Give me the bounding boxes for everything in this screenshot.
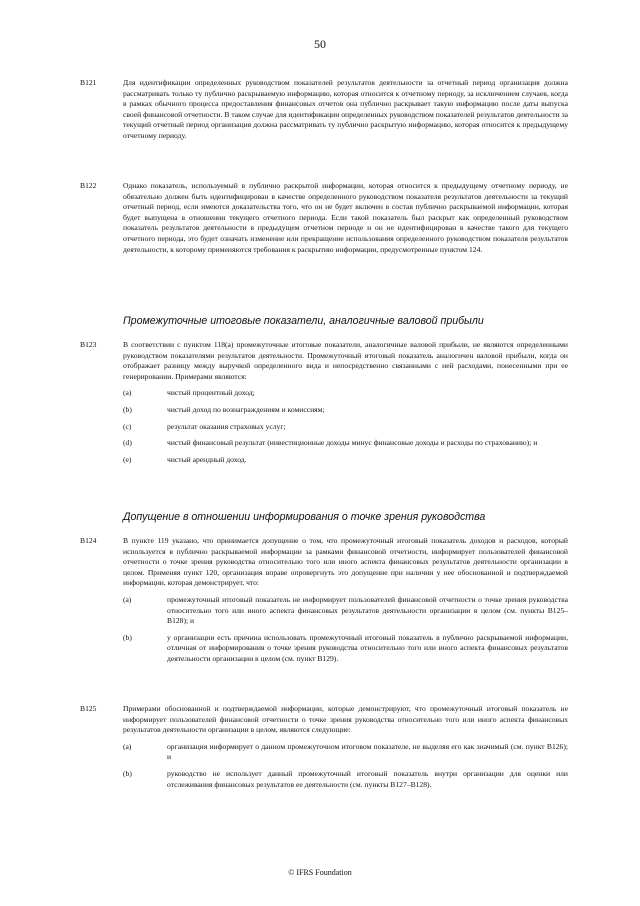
paragraph-id: B124: [80, 536, 97, 545]
list-item: [123, 742, 568, 763]
list-item: [123, 633, 568, 665]
item-label: (b): [123, 404, 132, 414]
list-item: [123, 405, 568, 416]
paragraph-id: B122: [80, 181, 97, 190]
paragraph-text: В соответствии с пунктом 118(а) промежуточные итоговые показатели, аналогичные валовой прибыли, не являются определенными руководством показателями результатов деятельности. Промежуточный итоговый показатель аналогичен валовой прибыли, когда он отображает разницу между выручкой определенного вида и непосредственно связанными с ней расходами, понесенными при ее генерировании. Примерами являются:: [123, 340, 568, 381]
footer-copyright: © IFRS Foundation: [288, 868, 352, 877]
list-item: [123, 455, 568, 466]
list-item: [123, 769, 568, 790]
paragraph-text: Однако показатель, используемый в публично раскрытой информации, которая относится к предыдущему отчетному периоду, не обязательно должен быть идентифицирован в качестве определенного руководством показателя результатов деятельности за текущий отчетный период, если имеются доказательства того, что он не будет включен в состав публично раскрываемой информации, которая будет выпущена в отношении текущего отчетного периода. Если такой показатель был раскрыт как определенный руководством показатель результатов деятельности в предыдущем отчетном периоде и он не идентифицирован в качестве такого для текущего отчетного периода, это будет означать изменение или прекращение использования определенного руководством показателя результатов деятельности, к которому применяются требования к раскрытию информации, предусмотренные пунктом 124.: [123, 181, 568, 254]
item-text: чистый процентный доход;: [167, 388, 255, 398]
item-text: результат оказания страховых услуг;: [167, 421, 286, 431]
paragraph-id: B123: [80, 340, 97, 349]
paragraph-b122: [80, 181, 568, 255]
paragraph-id: B125: [80, 704, 97, 713]
paragraph-b125: [80, 704, 568, 796]
item-text: промежуточный итоговый показатель не информирует пользователей финансовой отчетности о точке зрения руководства относительно того или иного аспекта финансовых результатов деятельности организации в целом (см. пункты B125–B128); и: [167, 594, 568, 626]
list-item: [123, 438, 568, 449]
item-label: (a): [123, 388, 132, 398]
paragraph-text: Примерами обоснованной и подтверждаемой информации, которые демонстрируют, что промежуточный итоговый показатель не информирует пользователей финансовой отчетности о точке зрения руководства относительно того или иного аспекта финансовых результатов деятельности организации в целом, являются следующие:: [123, 704, 568, 735]
item-list: [123, 742, 568, 790]
item-label: (a): [123, 594, 132, 604]
paragraph-b121: [80, 78, 568, 142]
paragraph-text: Для идентификации определенных руководством показателей результатов деятельности за отчетный период организация должна рассматривать только ту публично раскрываемую информацию, которая относится к отчетному периоду, за исключением случаев, когда в рамках обычного процесса предоставления финансовых отчетов она публично раскрывает такую информацию после даты выпуска своей финансовой отчетности. В таком случае для идентификации определенных руководством показателей результатов деятельности за текущий отчетный период организация должна рассматривать ту публично раскрытую информацию, которая относится к предыдущему отчетному периоду.: [123, 78, 568, 140]
item-text: чистый финансовый результат (инвестиционные доходы минус финансовые доходы и расходы по страхованию); и: [167, 438, 538, 448]
item-label: (a): [123, 741, 132, 751]
item-label: (d): [123, 438, 132, 448]
item-label: (b): [123, 632, 132, 642]
item-text: руководство не использует данный промежуточный итоговый показатель внутри организации для оценки или отслеживания финансовых результатов ее деятельности (см. пункты B127–B128).: [167, 768, 568, 789]
paragraph-id: B121: [80, 78, 97, 87]
item-text: организация информирует о данном промежуточном итоговом показателе, не выделяя его как значимый (см. пункт B126); и: [167, 741, 568, 762]
item-text: чистый доход по вознаграждениям и комиссиям;: [167, 404, 325, 414]
section-heading-gross-profit: Промежуточные итоговые показатели, аналогичные валовой прибыли: [123, 315, 484, 327]
item-text: чистый арендный доход.: [167, 454, 247, 464]
item-label: (c): [123, 421, 132, 431]
paragraph-b124: [80, 536, 568, 671]
list-item: [123, 388, 568, 399]
item-text: у организации есть причина использовать промежуточный итоговый показатель в публично раскрываемой информации, отличная от информирования о точке зрения руководства относительно того или иного аспекта финансовых результатов деятельности организации в целом (см. пункт B129).: [167, 632, 568, 663]
item-label: (b): [123, 768, 132, 778]
page-number: 50: [314, 37, 326, 51]
section-heading-management-view: Допущение в отношении информирования о точке зрения руководства: [123, 511, 486, 523]
item-label: (e): [123, 454, 132, 464]
paragraph-text: В пункте 119 указано, что принимается допущение о том, что промежуточный итоговый показатель доходов и расходов, который используется в публично раскрываемой информации за рамками финансовой отчетности, информирует пользователей финансовой отчетности о точке зрения руководства относительно того или иного аспекта финансовых результатов деятельности организации в целом. Применяя пункт 120, организация вправе опровергнуть это допущение при наличии у нее обоснованной и подтверждаемой информации, которая демонстрирует, что:: [123, 536, 568, 588]
list-item: [123, 595, 568, 627]
list-item: [123, 422, 568, 433]
paragraph-b123: [80, 340, 568, 471]
item-list: [123, 595, 568, 665]
item-list: [123, 388, 568, 465]
